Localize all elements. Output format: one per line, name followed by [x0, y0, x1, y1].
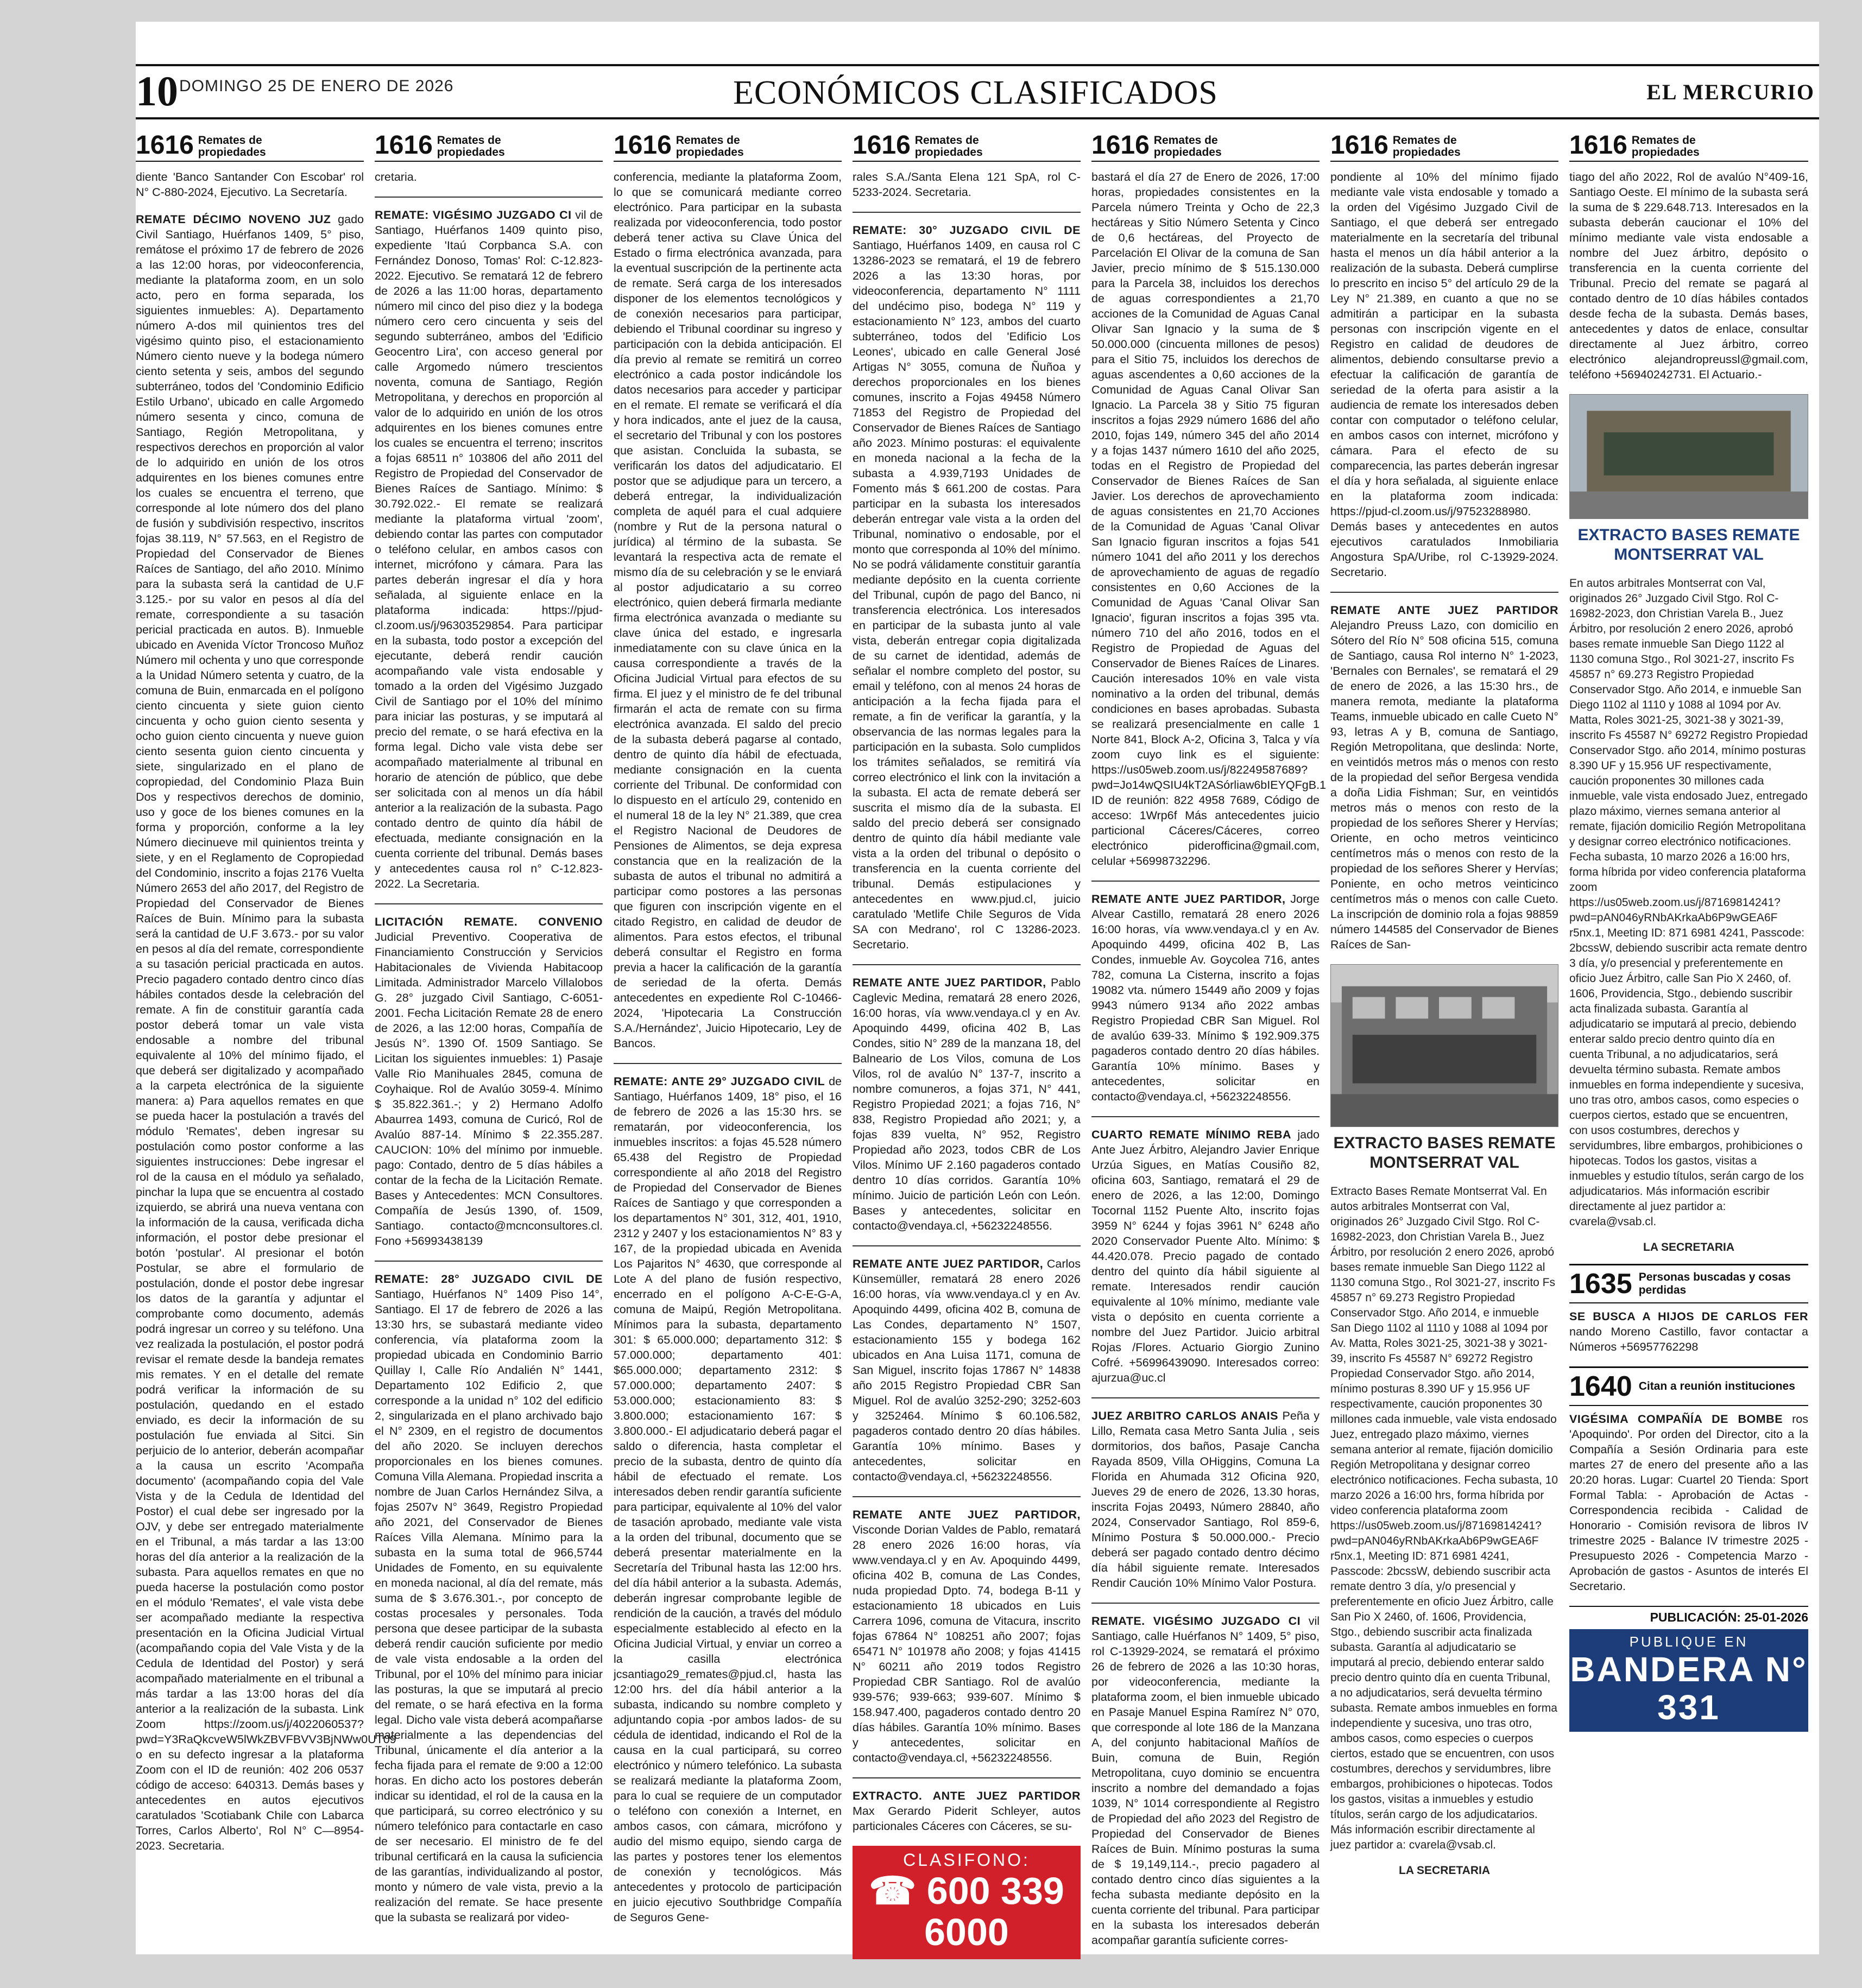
listing-heading: REMATE: 28° JUZGADO CIVIL DE: [375, 1272, 603, 1286]
page-number: 10: [136, 67, 178, 115]
listing-separator: [853, 964, 1081, 965]
listing: [375, 207, 603, 891]
category-1635-header: [1569, 1264, 1808, 1303]
listing: [1091, 1613, 1320, 1948]
listing-heading: REMATE ANTE JUEZ PARTIDOR,: [853, 976, 1046, 989]
building-photo: [1330, 964, 1558, 1127]
category-code: 1616: [853, 131, 911, 160]
listing-separator: [375, 197, 603, 198]
category-header: [375, 129, 603, 162]
listing-body: nando Moreno Castillo, favor contactar a Números +56957762298: [1569, 1325, 1808, 1353]
listing-body: Peña y Lillo, Remata casa Metro Santa Julia , seis dormitorios, dos baños, Pasaje Cancha Rayada 8509, Villa OHiggins, Comuna La Florida en Ahumada 312 Oficina 920, Jueves 29 de enero de 2026, 13.30 horas, inscrita Fojas 20493, Número 28840, año 2024, Conservador Santiago, Rol 859-6, Mínimo Postura $ 50.000.000.- Precio deberá ser pagado contado dentro décimo día hábil siguiente remate. Interesados Rendir Caución 10% Mínimo Valor Postura.: [1091, 1409, 1320, 1590]
listing: [375, 914, 603, 1249]
column-3: [614, 129, 842, 1942]
category-code: 1616: [1569, 131, 1627, 160]
listing-heading: JUEZ ARBITRO CARLOS ANAIS: [1091, 1409, 1279, 1422]
listing: [375, 1271, 603, 1925]
building-photo-image: [1331, 965, 1558, 1126]
category-code: 1640: [1569, 1371, 1632, 1402]
listing: [853, 1507, 1081, 1765]
category-label: Remates de propiedades: [1153, 134, 1222, 159]
category-header: [614, 129, 842, 162]
extract-box-text: Extracto Bases Remate Montserrat Val. En autos arbitrales Montserrat con Val, originados 26° Juzgado Civil Stgo. Rol C-16982-2023, don Christian Varela B., Juez Árbitro, por resolución 2 enero 2026, aprobó bases remate inmueble San Diego 1122 al 1130 comuna Stgo., Rol 3021-27, inscrito Fs 45857 n° 69.273 Registro Propiedad Conservador Stgo. Año 2014, e inmueble San Diego 1102 al 1110 y 1088 al 1094 por Av. Matta, Roles 3021-25, 3021-38 y 3021-39, inscrito Fs 45587 N° 69272 Registro Propiedad Conservador Stgo. año 2014, mínimo posturas 8.390 UF y 15.956 UF respectivamente, caución proponentes 30 millones cada inmueble, vale vista endosado Juez, entregado plazo máximo, viernes semana anterior al remate, fijación domicilio Región Metropolitana y designar correo electrónico notificaciones. Fecha subasta, 10 marzo 2026 a 16:00 hrs, forma híbrida por video conferencia plataforma zoom https://us05web.zoom.us/j/87169814241?pwd=pAN046yRNbAKrkaAb6P9wGEA6F r5nx.1, Meeting ID: 871 6981 4241, Passcode: 2bcssW, debiendo suscribir acta remate dentro 3 día, y/o presencial y preferentemente en oficio Juez Árbitro, calle San Pio X 2460, of. 1606, Providencia, Stgo., debiendo suscribir acta finalizada subasta. Garantía al adjudicatario se imputará al precio, debiendo enterar saldo precio dentro quinto día en cuenta Tribunal, a no adjudicatarios, será devuelta término subasta. Remate ambos inmuebles en forma independiente y sucesiva, uno tras otro, ambos casos, como especies o cuerpos ciertos, estado que se encuentren, con usos costumbres, derechos y servidumbres, libre embargos, prohibiciones o hipotecas. Todos los gastos, visitas a inmuebles y estudio títulos, serán cargo de los adjudicatarios. Más información escribir directamente al juez partidor a: cvarela@vsab.cl.: [1330, 1185, 1558, 1851]
category-label: Remates de propiedades: [198, 134, 266, 159]
listing-text: pondiente al 10% del mínimo fijado mediante vale vista endosable y tomado a la orden del Vigésimo Juzgado Civil de Santiago, el que deberá ser entregado materialmente en la secretaría del tribunal hasta el menos un día hábil anterior a la realización de la subasta. Deberá cumplirse lo prescrito en inciso 5° del artículo 29 de la Ley N° 21.389, en cuanto a que no se admitirán a participar en la subasta personas con inscripción vigente en el Registro en calidad de deudores de alimentos, debiendo consultarse previo a efectuar la calificación de garantía de seriedad de la oferta para asistir a la audiencia de remate los interesados deben contar con computador o teléfono celular, en ambos casos con internet, micrófono y cámara. Para el efecto de su comparecencia, las partes deberán ingresar el día y hora señalada, al siguiente enlace en la plataforma zoom indicada: https://pjud-cl.zoom.us/j/97523288980. Demás bases y antecedentes en autos ejecutivos caratulados Inmobiliaria Angostura SpA/Uribe, rol C-13929-2024. Secretario.: [1330, 170, 1558, 579]
category-code: 1616: [1330, 131, 1388, 160]
listing-separator: [1330, 592, 1558, 593]
listing-heading: REMATE ANTE JUEZ PARTIDOR,: [853, 1508, 1081, 1521]
listing: [853, 223, 1081, 952]
category-label: Remates de propiedades: [676, 134, 744, 159]
category-1640-header: [1569, 1366, 1808, 1406]
category-header: [853, 129, 1081, 162]
category-code: 1616: [614, 131, 672, 160]
column-5: [1091, 129, 1326, 1947]
listing: [614, 1074, 842, 1925]
category-header: [1091, 129, 1320, 162]
listing-separator: [853, 1496, 1081, 1497]
newspaper-brand: EL MERCURIO: [1646, 80, 1815, 104]
listing-body: gado Civil Santiago, Huérfanos 1409, 5° piso, remátose el próximo 17 de febrero de 2026 a las 12:00 horas, por videoconferencia, mediante la plataforma zoom, en un solo acto, pero en forma separada, los siguientes inmuebles: A). Departamento número A-dos mil quinientos tres del vigésimo quinto piso, el estacionamiento Número ciento nueve y la bodega número ciento setenta y seis, ambos del segundo subterráneo, todos del 'Condominio Edificio Estilo Urbano', ubicado en calle Argomedo número sesenta y cinco, comuna de Santiago, Región Metropolitana, y respectivos derechos en proporción al valor de lo adquirido en unión de los otros adquirentes en los bienes comunes entre los cuales se encuentra el terreno, que corresponde al lote número dos del plano de fusión y subdivisión respectivo, inscritos fojas 38.119, N° 57.563, en el Registro de Propiedad del Conservador de Bienes Raíces de Santiago, del año 2010. Mínimo para la subasta será la cantidad de U.F 3.125.- por su valor en pesos al día del remate, correspondiente a su tasación pericial practicada en autos. B). Inmueble ubicado en Avenida Víctor Troncoso Muñoz Número mil ochenta y uno que corresponde a la Unidad Número setenta y cuatro, de la comuna de Buin, enmarcada en el polígono ciento cincuenta y siete guion ciento cincuenta y ocho guion ciento sesenta y ocho guion ciento cincuenta y nueve guion ciento sesenta guion ciento cincuenta y siete, singularizado en el plano de copropiedad, del Condominio Plaza Buin Dos y respectivos derechos de dominio, uso y goce de los bienes comunes en la forma y proporción, conforme a la ley Número diecinueve mil quinientos treinta y siete, y en el Reglamento de Copropiedad del Condominio, inscrito a fojas 2176 Vuelta Número 2653 del año 2017, del Registro de Propiedad del Conservador de Bienes Raíces de Buin. Mínimo para la subasta será la cantidad de U.F 3.673.- por su valor en pesos al día del remate, correspondiente a su tasación pericial practicada en autos. Precio pagadero contado dentro cinco días hábiles contados desde la celebración del remate. A fin de constituir garantía cada postor deberá tomar un vale vista endosable a nombre del tribunal equivalente al 10% del mínimo fijado, el que deberá ser digitalizado y acompañado a la carpeta electrónica de la siguiente manera: a) Para aquellos remates en que se pueda hacer la postulación a través del módulo 'Remates', deben ingresar su postulación como postor conforme a las siguientes instrucciones: Debe ingresar el rol de la causa en el módulo ya señalado, pinchar la lupa que se encuentra al costado izquierdo, se abrirá una nueva ventana con la información de la causa, verificada dicha información, el postor debe presionar el botón 'postular'. Al presionar el botón Postular, se abre el formulario de postulación, donde el postor debe ingresar los datos de la garantía y adjuntar el comprobante como documento, además podrá ingresar un correo y su teléfono. Una vez realizada la postulación, el postor podrá revisar el remate desde la bandeja remates mis remates. Y en el detalle del remate podrá verificar la información de su postulación, quedando en el estado enviado, es decir la información de su postulación fue enviada al Sitci. Sin perjuicio de lo anterior, deberán acompañar a la causa un escrito 'Acompaña documento' (acompañando copia del Vale Vista y de la Cedula de Identidad del Postor) el cual debe ser ingresado por la OJV, y debe ser entregado materialmente en el Tribunal, a más tardar a las 13:00 horas del día anterior a la realización de la subasta. Para aquellos remates en que no pueda hacerse la postulación como postor en el módulo 'Remates', el vale vista debe ser acompañado mediante la respectiva presentación en la Oficina Judicial Virtual (acompañando copia del Vale Vista y de la Cedula de Identidad del Postor) y será acompañado materialmente en el tribunal a más tardar a las 13:00 horas del día anterior a la realización de la subasta. Link Zoom https://zoom.us/j/4022060537?pwd=Y3RaQkcveW5lWkZBVFBVV3BjNWw0UT09 o en su defecto ingresar a la plataforma Zoom con el ID de reunión: 402 206 0537 código de acceso: 640313. Demás bases y antecedentes en autos ejecutivos caratulados 'Scotiabank Chile con Labarca Torres, Carlos Alberto', Rol N° C—8954-2023. Secretaria.: [136, 213, 396, 1852]
listing-body: de Santiago, Huérfanos 1409, 18° piso, el 16 de febrero de 2026 a las 15:30 hrs. se rematarán, por videoconferencia, los inmuebles inscritos: a fojas 45.528 número 65.438 del Registro de Propiedad correspondiente al año 2018 del Registro de Propiedad del Conservador de Bienes Raíces de Santiago y que corresponden a los departamentos N° 301, 312, 401, 1910, 2312 y 2407 y los estacionamientos N° 83 y 167, de la propiedad ubicada en Avenida Los Pajaritos N° 4630, que corresponde al Lote A del plano de fusión respectivo, encerrado en el polígono A-C-E-G-A, comuna de Maipú, Región Metropolitana. Mínimos para la subasta, departamento 301: $ 65.000.000; departamento 312: $ 57.000.000; departamento 401: $65.000.000; departamento 2312: $ 57.000.000; departamento 2407: $ 53.000.000; estacionamiento 83: $ 3.800.000; estacionamiento 167: $ 3.800.000.- El adjudicatario deberá pagar el saldo o diferencia, hasta completar el precio de la subasta, dentro de quinto día hábil de efectuado el remate. Los interesados deben rendir garantía suficiente para participar, equivalente al 10% del valor de tasación aprobado, mediante vale vista a la orden del tribunal, documento que se deberá presentar materialmente en la Secretaría del Tribunal hasta las 12:00 hrs. del día hábil anterior a la subasta. Además, deberán ingresar comprobante legible de rendición de la caución, a través del módulo especialmente establecido al efecto en la Oficina Judicial Virtual, y enviar un correo a la casilla electrónica jcsantiago29_remates@pjud.cl, hasta las 12:00 hrs. del día hábil anterior a la subasta, indicando su nombre completo y adjuntando copia -por ambos lados- de su cédula de identidad, indicando el Rol de la causa en la cual participará, su correo electrónico y número telefónico. La subasta se realizará mediante la plataforma Zoom, para lo cual se requiere de un computador o teléfono con conexión a Internet, en ambos casos, con cámara, micrófono y audio del mismo equipo, siendo carga de las partes y postores tener los elementos de conexión y tecnológicos. Más antecedentes y protocolo de participación en juicio ejecutivo Southbridge Compañía de Seguros Gene-: [614, 1075, 842, 1924]
category-label: Citan a reunión instituciones: [1638, 1380, 1795, 1392]
category-header: [136, 129, 364, 162]
listing-text: tiago del año 2022, Rol de avalúo N°409-16, Santiago Oeste. El mínimo de la subasta será la suma de $ 229.648.713. Interesados en la subasta deberán caucionar el 10% del mínimo mediante vale vista endosable a nombre del Juez árbitro, depósito o transferencia en la cuenta corriente del Tribunal. Precio del remate se pagará al contado dentro de 10 días hábiles contados desde fecha de la subasta. Demás bases, antecedentes y datos de enlace, consultar directamente al Juez árbitro, correo electrónico alejandropreussl@gmail.com, teléfono +56940242731. El Actuario.-: [1569, 170, 1808, 381]
classified-columns: [136, 129, 1819, 1953]
listing-text: diente 'Banco Santander Con Escobar' rol N° C-880-2024, Ejecutivo. La Secretaría.: [136, 170, 364, 199]
listing: [853, 975, 1081, 1233]
column-6: [1330, 129, 1558, 1942]
listing-body: Pablo Caglevic Medina, rematará 28 enero 2026, 16:00 horas, vía www.vendaya.cl y en Av. Apoquindo 4499, oficina 402 B, Las Condes, sitio N° 289 de la manzana 18, del Balneario de Los Vilos, comuna de Los Vilos, rol de avalúo N° 137-7, inscrito a nombre comuneros, a fojas 371, N° 441, Registro Propiedad 2021; a fojas 716, N° 838, Registro Propiedad año 2021; y, a fojas 839 vuelta, N° 952, Registro Propiedad año 2023, todos CBR de Los Vilos. Mínimo UF 2.160 pagaderos contado dentro 10 días corridos. Garantía 10% mínimo. Juicio de partición León con León. Bases y antecedentes, solicitar en contacto@vendaya.cl, +56232248556.: [853, 976, 1081, 1232]
clasifono-ad: [853, 1846, 1081, 1959]
listing-heading: LICITACIÓN REMATE. CONVENIO: [375, 915, 603, 928]
listing-body: Judicial Preventivo. Cooperativa de Financiamiento Construcción y Servicios Habitacionales de Vivienda Habitacoop Limitada. Administrador Marcelo Villalobos G. 28° juzgado Civil Santiago, C-6051-2001. Fecha Licitación Remate 28 de enero de 2026, a las 12:00 horas, Compañía de Jesús N°. 1390 Of. 1509 Santiago. Se Licitan los siguientes inmuebles: 1) Pasaje Valle Rio Manihuales 2845, comuna de Coyhaique. Rol de Avalúo 3059-4. Mínimo $ 35.822.361.-; y 2) Hermano Adolfo Abaurrea 1493, comuna de Curicó, Rol de Avalúo 887-14. Mínimo $ 22.355.287. CAUCION: 10% del mínimo por inmueble. pago: Contado, dentro de 5 días hábiles a contar de la fecha de la Licitación Remate. Bases y Antecedentes: MCN Consultores. Compañía de Jesús 1390, of. 1509, Santiago. contacto@mcnconsultores.cl. Fono +56993438139: [375, 930, 603, 1248]
listing-text: bastará el día 27 de Enero de 2026, 17:00 horas, propiedades consistentes en la Parcela número Treinta y Ocho de 22,3 hectáreas y Sitio Número Setenta y Cinco de 0,6 hectáreas, del Proyecto de Parcelación El Olivar de la comuna de San Javier, precio mínimo de $ 515.130.000 para la Parcela 38, incluidos los derechos de aguas correspondientes a 21,70 acciones de la Comunidad de Aguas Canal Olivar San Ignacio y la suma de $ 50.000.000 (cincuenta millones de pesos) para el Sitio 75, incluidos los derechos de aguas ascendentes a 0,60 acciones de la Comunidad de Aguas Canal Olivar San Ignacio. La Parcela 38 y Sitio 75 figuran inscritos a fojas 2929 número 1686 del año 2010, fojas 149, número 345 del año 2014 y a fojas 1437 número 1610 del año 2025, todas en el Registro de Propiedad del Conservador de Bienes Raíces de San Javier. Los derechos de aprovechamiento de aguas consistentes en 21,70 Acciones de la Comunidad de Aguas 'Canal Olivar San Ignacio figuran inscritos a fojas 541 número 1041 del año 2011 y los derechos de aprovechamiento de aguas de regadío consistentes en 0,60 Acciones de la Comunidad de Aguas 'Canal Olivar San Ignacio', figuran inscritos a fojas 395 vta. número 710 del año 2016, todos en el Registro de Propiedad de Aguas del Conservador de Bienes Raíces de Linares. Caución interesados 10% en vale vista nominativo a la orden del tribunal, demás condiciones en bases aprobadas. Subasta se realizará presencialmente en calle 1 Norte 841, Block A-2, Oficina 3, Talca y vía zoom cuyo link es el siguiente: https://us05web.zoom.us/j/82249587689?pwd=Jo14wQSIU4kT2ASórliaw6bIEYQFgB.1 ID de reunión: 822 4958 7689, Código de acceso: 1Wrp6f Más antecedentes juicio particional Cáceres/Cáceres, correo electrónico piderofficina@gmail.com, celular +56998732296.: [1091, 170, 1326, 868]
listing: [136, 212, 396, 1853]
listing: [1091, 1408, 1320, 1591]
category-code: 1616: [375, 131, 433, 160]
listing-heading: REMATE ANTE JUEZ PARTIDOR,: [853, 1257, 1044, 1270]
listing-body: Carlos Künsemüller, rematará 28 enero 2026 16:00 horas, vía www.vendaya.cl y en Av. Apoquindo 4499, oficina 402 B, comuna de Las Condes, departamento N° 1507, estacionamiento 155 y bodega 162 ubicados en Ana Luisa 1171, comuna de San Miguel, inscrito fojas 17867 N° 14838 año 2015 Registro Propiedad CBR San Miguel. Rol de avalúo 3252-290; 3252-603 y 3252464. Mínimo $ 60.106.582, pagaderos contado dentro 20 días hábiles. Garantía 10% mínimo. Bases y antecedentes, solicitar en contacto@vendaya.cl, +56232248556.: [853, 1257, 1081, 1483]
listing-heading: VIGÉSIMA COMPAÑÍA DE BOMBE: [1569, 1413, 1783, 1426]
listing-separator: [853, 212, 1081, 213]
listing-body: Santiago, Huérfanos N° 1409 Piso 14°, Santiago. El 17 de febrero de 2026 a las 13:30 hrs, se subastará mediante video conferencia, vía plataforma zoom la propiedad ubicada en Condominio Barrio Quillay I, Calle Río Andalién N° 1441, Departamento 102 Edificio 2, que corresponde a la unidad n° 102 del edificio 2, singularizada en el plano archivado bajo el N° 2309, en el registro de documentos del año 2020. Se incluyen derechos proporcionales en los bienes comunes. Comuna Villa Alemana. Propiedad inscrita a nombre de Juan Carlos Hernández Silva, a fojas 2507v N° 3649, Registro Propiedad año 2021, del Conservador de Bienes Raíces Villa Alemana. Mínimo para la subasta en la suma total de 966,5744 Unidades de Fomento, en su equivalente en moneda nacional, al día del remate, más suma de $ 3.676.301.-, por concepto de costas procesales y personales. Toda persona que desee participar de la subasta deberá rendir caución suficiente por medio de vale vista endosable a la orden del Tribunal, por el 10% del mínimo para iniciar las posturas, la que se imputará al precio del remate, o se hará efectiva en la forma legal. Dicho vale vista deberá acompañarse materialmente a las dependencias del Tribunal, únicamente el día anterior a la fecha fijada para el remate de 9:00 a 12:00 horas. En dicho acto los postores deberán indicar su identidad, el rol de la causa en la que participará, su correo electrónico y su número telefónico para contactarle en caso de ser necesario. El ministro de fe del tribunal certificará en la causa la suficiencia de las garantías, individualizando al postor, monto y número de vale vista, previo a la realización del remate. Se hace presente que la subasta se realizará por video-: [375, 1288, 603, 1924]
listing-separator: [1091, 881, 1320, 882]
listing-text: rales S.A./Santa Elena 121 SpA, rol C-5233-2024. Secretaria.: [853, 170, 1081, 199]
listing-separator: [853, 1245, 1081, 1246]
category-code: 1635: [1569, 1268, 1632, 1300]
listing-body: Santiago, Huérfanos 1409, en causa rol C 13286-2023 se rematará, el 19 de febrero 2026 a las 13:30 horas, por videoconferencia, departamento N° 1111 del undécimo piso, bodega N° 119 y estacionamiento N° 123, ambos del cuarto subterráneo, todos del 'Edificio Los Leones', ubicado en calle General José Artigas N° 3055, comuna de Ñuñoa y derechos proporcionales en los bienes comunes, inscrito a Fojas 49458 Número 71853 del Registro de Propiedad del Conservador de Bienes Raíces de Santiago año 2023. Mínimo posturas: el equivalente en moneda nacional a la fecha de la subasta a 4.939,7193 Unidades de Fomento más $ 661.200 de costas. Para participar en la subasta los interesados deberán entregar vale vista a la orden del Tribunal, nominativo o endosable, por el monto que corresponda al 10% del mínimo. No se podrá válidamente constituir garantía mediante depósito en la cuenta corriente del Tribunal, cupón de pago del Banco, ni transferencia electrónica. Los interesados en participar de la subasta junto al vale vista, deberán entregar copia digitalizada de su carnet de identidad, además de señalar el nombre completo del postor, su email y teléfono, con al menos 24 horas de anticipación a la fecha fijada para el remate, a fin de verificar la garantía, y la observancia de las normas legales para la participación en la subasta. Solo cumplidos los trámites señalados, se remitirá vía correo electrónico el link con la invitación a la subasta. El acta de remate deberá ser suscrita el mismo día de la subasta. El saldo del precio deberá ser consignado dentro de quinto día hábil mediante vale vista a la orden del tribunal o depósito o transferencia en la cuenta corriente del tribunal. Demás estipulaciones y antecedentes en www.pjud.cl, juicio caratulado 'Metlife Chile Seguros de Vida SA con Medrano', rol C 13286-2023. Secretario.: [853, 239, 1081, 951]
listing: [1569, 1309, 1808, 1354]
publication-date: PUBLICACIÓN: 25-01-2026: [1569, 1606, 1808, 1625]
extract-box-title: EXTRACTO BASES REMATE MONTSERRAT VAL: [1577, 526, 1800, 564]
listing-body: Jorge Alvear Castillo, rematará 28 enero 2026 16:00 horas, vía www.vendaya.cl y en Av. Apoquindo 4499, oficina 402 B, Las Condes, inmueble Av. Goycolea 716, antes 782, comuna La Cisterna, inscrito a fojas 19082 vta. número 15449 año 2009 y fojas 9943 número 9134 año 2022 ambas Registro Propiedad CBR San Miguel. Rol de avalúo 639-33. Mínimo $ 192.909.375 pagaderos contado dentro 20 días hábiles. Garantía 10% mínimo. Bases y antecedentes, solicitar en contacto@vendaya.cl, +56232248556.: [1091, 892, 1320, 1103]
listing: [853, 1788, 1081, 1834]
listing-separator: [853, 1777, 1081, 1778]
listing-body: ros 'Apoquindo'. Por orden del Director, cito a la Compañía a Sesión Ordinaria para este martes 27 de enero del presente año a las 20:20 horas. Lugar: Cuartel 20 Tienda: Sport Formal Tabla: - Aprobación de Actas - Correspondencia recibida - Calidad de Honorario - Comisión revisora de libros IV trimestre 2025 - Balance IV trimestre 2025 - Presupuesto 2026 - Competencia Marzo - Aprobación de gastos - Asuntos de interés El Secretario.: [1569, 1413, 1808, 1593]
listing-body: Alejandro Preuss Lazo, con domicilio en Sótero del Río N° 508 oficina 515, comuna de Santiago, causa Rol interno N° 1-2023, 'Bernales con Bernales', se rematará el 29 de enero de 2026, a las 15:30 hrs., de manera remota, mediante la plataforma Teams, inmueble ubicado en calle Cueto N° 93, letras A y B, comuna de Santiago, Región Metropolitana, que deslinda: Norte, en veintidós metros más o menos con resto de la propiedad del señor Bergesa vendida a doña Lidia Fishman; Sur, en veintidós metros más o menos con resto de la propiedad de los señores Sherer y Hervías; Oriente, en ocho metros veinticinco centímetros más o menos con resto de la propiedad de los señores Sherer y Hervías; Poniente, en ocho metros veinticinco centímetros más o menos con calle Cueto. La inscripción de dominio rola a fojas 98859 número 144585 del Conservador de Bienes Raíces de San-: [1330, 619, 1558, 951]
listing: [1569, 1411, 1808, 1594]
bandera-address: BANDERA N° 331: [1570, 1650, 1808, 1727]
category-header: [1330, 129, 1558, 162]
listing: [853, 1256, 1081, 1484]
category-code: 1616: [136, 131, 194, 160]
listing: [1330, 603, 1558, 952]
listing-heading: EXTRACTO. ANTE JUEZ PARTIDOR: [853, 1789, 1081, 1802]
listing-heading: REMATE ANTE JUEZ PARTIDOR,: [1091, 892, 1286, 906]
listing-separator: [614, 1063, 842, 1064]
listing-separator: [375, 903, 603, 904]
phone-icon: ☎: [869, 1870, 917, 1912]
listing-body: Visconde Dorian Valdes de Pablo, rematará 28 enero 2026 16:00 horas, vía www.vendaya.cl y en Av. Apoquindo 4499, oficina 402 B, comuna de Las Condes, nuda propiedad Dpto. 74, bodega B-11 y estacionamiento 18 ubicados en Luis Carrera 1096, comuna de Vitacura, inscrito fojas 67864 N° 108251 año 2007; fojas 65471 N° 101978 año 2008; y fojas 41415 N° 60211 año 2019 todos Registro Propiedad CBR Santiago. Rol de avalúo 939-576; 939-663; 939-607. Mínimo $ 158.947.400, pagaderos contado dentro 20 días hábiles. Garantía 10% mínimo. Bases y antecedentes, solicitar en contacto@vendaya.cl, +56232248556.: [853, 1523, 1081, 1764]
bandera-ad: [1569, 1629, 1808, 1732]
listing-heading: REMATE DÉCIMO NOVENO JUZ: [136, 213, 331, 226]
listing-separator: [1091, 1397, 1320, 1398]
issue-date: DOMINGO 25 DE ENERO DE 2026: [179, 77, 454, 95]
category-header: [1569, 129, 1808, 162]
listing-text: cretaria.: [375, 170, 417, 183]
signature: LA SECRETARIA: [1399, 1864, 1490, 1877]
listing-heading: REMATE: VIGÉSIMO JUZGADO CI: [375, 208, 572, 221]
listing-body: vil Santiago, calle Huérfanos N° 1409, 5° piso, rol C-13929-2024, se rematará el próximo 26 de febrero de 2026 a las 10:30 horas, por videoconferencia, mediante la plataforma zoom, el bien inmueble ubicado en Pasaje Manuel Espina Ramírez N° 070, que corresponde al lote 186 de la Manzana A, del conjunto habitacional Mañíos de Buin, comuna de Buin, Región Metropolitana, cuyo dominio se encuentra inscrito a nombre del demandado a fojas 1039, N° 1014 correspondiente al Registro de Propiedad del año 2023 del Registro de Propiedad del Conservador de Bienes Raíces de Buin. Mínimo posturas la suma de $ 19,149,114.-, precio pagadero al contado dentro cinco días siguientes a la fecha subasta mediante depósito en la cuenta corriente del tribunal. Para participar en la subasta los interesados deberán acompañar garantía suficiente corres-: [1091, 1615, 1320, 1947]
listing-heading: REMATE ANTE JUEZ PARTIDOR: [1330, 604, 1558, 617]
listing-separator: [375, 1261, 603, 1262]
listing-body: jado Ante Juez Árbitro, Alejandro Javier Enrique Urzúa Sigues, en Matías Cousiño 82, oficina 603, Santiago, rematará el 29 de enero de 2026, a las 12:00, Domingo Tocornal 1152 Puente Alto, inscrito fojas 3959 N° 6244 y fojas 3961 N° 6248 año 2020 Conservador Puente Alto. Mínimo: $ 44.420.078. Precio pagado de contado dentro del quinto día hábil siguiente al remate. Interesados rendir caución equivalente al 10% mínimo, mediante vale vista o depósito en cuenta corriente a nombre del Juez Partidor. Juicio arbitral Rojas /Flores. Actuario Giorgio Zunino Cofré. +56996439090. Interesados correo: ajurzua@uc.cl: [1091, 1128, 1320, 1384]
page-header: [136, 22, 1819, 119]
listing-separator: [1091, 1603, 1320, 1604]
category-label: Remates de propiedades: [437, 134, 505, 159]
bandera-label: PUBLIQUE EN: [1629, 1634, 1749, 1650]
clasifono-label: CLASIFONO:: [903, 1850, 1030, 1870]
category-code: 1616: [1091, 131, 1150, 160]
street-photo: [1569, 394, 1808, 519]
category-label: Remates de propiedades: [1631, 134, 1700, 159]
street-photo-image: [1570, 395, 1808, 518]
listing: [1091, 891, 1320, 1104]
signature: LA SECRETARIA: [1643, 1241, 1734, 1253]
extract-box-text: En autos arbitrales Montserrat con Val, originados 26° Juzgado Civil Stgo. Rol C-16982-2023, don Christian Varela B., Juez Árbitro, por resolución 2 enero 2026, aprobó bases remate inmueble San Diego 1122 al 1130 comuna Stgo., Rol 3021-27, inscrito Fs 45857 n° 69.273 Registro Propiedad Conservador Stgo. Año 2014, e inmueble San Diego 1102 al 1110 y 1088 al 1094 por Av. Matta, Roles 3021-25, 3021-38 y 3021-39, inscrito Fs 45587 N° 69272 Registro Propiedad Conservador Stgo. año 2014, mínimo posturas 8.390 UF y 15.956 UF respectivamente, caución proponentes 30 millones cada inmueble, vale vista endosado Juez, entregado plazo máximo, viernes semana anterior al remate, fijación domicilio Región Metropolitana y designar correo electrónico notificaciones. Fecha subasta, 10 marzo 2026 a 16:00 hrs, forma híbrida por video conferencia plataforma zoom https://us05web.zoom.us/j/87169814241?pwd=pAN046yRNbAKrkaAb6P9wGEA6F r5nx.1, Meeting ID: 871 6981 4241, Passcode: 2bcssW, debiendo suscribir acta remate dentro 3 día, y/o presencial y preferentemente en oficio Juez Árbitro, calle San Pio X 2460, of. 1606, Providencia, Stgo., debiendo suscribir acta finalizada subasta. Garantía al adjudicatario se imputará al precio, debiendo enterar saldo precio dentro quinto día en cuenta Tribunal, a no adjudicatarios, será devuelta término subasta. Remate ambos inmuebles en forma independiente y sucesiva, uno tras otro, ambos casos, como especies o cuerpos ciertos, estado que se encuentren, con usos costumbres, derechos y servidumbres, libre embargos, prohibiciones o hipotecas. Todos los gastos, visitas a inmuebles y estudio títulos, serán cargo de los adjudicatarios. Más información escribir directamente al juez partidor a: cvarela@vsab.cl.: [1569, 577, 1808, 1228]
column-7: [1569, 129, 1808, 1942]
listing-heading: REMATE: ANTE 29° JUZGADO CIVIL: [614, 1075, 825, 1088]
listing-heading: CUARTO REMATE MÍNIMO REBA: [1091, 1128, 1292, 1141]
listing-heading: REMATE. VIGÉSIMO JUZGADO CI: [1091, 1615, 1301, 1628]
listing-body: Max Gerardo Piderit Schleyer, autos particionales Cáceres con Cáceres, se su-: [853, 1805, 1081, 1833]
category-label: Remates de propiedades: [1392, 134, 1461, 159]
header-bottom-rule: [136, 117, 1819, 119]
clasifono-number: ☎ 600 339 6000: [869, 1870, 1064, 1953]
category-label: Remates de propiedades: [914, 134, 983, 159]
extract-box-title: EXTRACTO BASES REMATE MONTSERRAT VAL: [1333, 1134, 1556, 1172]
category-label: Personas buscadas y cosas perdidas: [1638, 1271, 1791, 1296]
listing-body: vil de Santiago, Huérfanos 1409 quinto piso, expediente 'Itaú Corpbanca S.A. con Fernández Donoso, Tomas' Rol: C-12.823-2022. Ejecutivo. Se rematará 12 de febrero de 2026 a las 11:00 horas, departamento número mil cinco del piso diez y la bodega número cero cero cincuenta y seis del segundo subterráneo, ambos del 'Edificio Geocentro Lira', con acceso general por calle Argomedo número trescientos noventa, comuna de Santiago, Región Metropolitana, y derechos en proporción al valor de lo adquirido en unión de los otros adquirentes en los bienes comunes entre los cuales se encuentra el terreno; inscritos a fojas 68511 n° 103806 del año 2011 del Registro de Propiedad del Conservador de Bienes Raíces de Santiago. Mínimo: $ 30.792.022.- El remate se realizará mediante la plataforma virtual 'zoom', debiendo contar las partes con computador o teléfono celular, en ambos casos con internet, micrófono y cámara. Para las partes deberán ingresar el día y hora señalada, al siguiente enlace en la plataforma indicada: https://pjud-cl.zoom.us/j/96303529854. Para participar en la subasta, todo postor a excepción del ejecutante, deberá rendir caución acompañando vale vista endosable y tomado a la orden del Vigésimo Juzgado Civil de Santiago por el 10% del mínimo para iniciar las posturas, y se imputará al precio del remate, o se hará efectiva en la forma legal. Dicho vale vista debe ser acompañado materialmente al tribunal en horario de atención de público, que debe ser solicitada con al menos un día hábil anterior a la realización de la subasta. Pago contado dentro de quinto día hábil de efectuada, mediante consignación en la cuenta corriente del tribunal. Demás bases y antecedentes causa rol n° C-12.823-2022. La Secretaria.: [375, 208, 603, 890]
listing: [1091, 1127, 1320, 1385]
listing-heading: REMATE: 30° JUZGADO CIVIL DE: [853, 224, 1081, 237]
listing-heading: SE BUSCA A HIJOS DE CARLOS FER: [1569, 1310, 1808, 1323]
header-top-rule: [136, 64, 1819, 66]
listing-text: conferencia, mediante la plataforma Zoom, lo que se comunicará mediante correo electrónico. Para participar en la subasta realizada por videoconferencia, todo postor deberá tener activa su Clave Única del Estado o firma electrónica avanzada, para la eventual suscripción de la pertinente acta de remate. Será carga de los interesados disponer de los elementos tecnológicos y de conexión necesarios para participar, debiendo el Tribunal coordinar su ingreso y participación con la debida anticipación. El día previo al remate se remitirá un correo electrónico a cada postor indicándole los datos necesarios para acceder y participar en el remate. El remate se verificará el día y hora indicados, ante el juez de la causa, el secretario del Tribunal y con los postores que asistan. Concluida la subasta, se verificarán los datos del adjudicatario. El postor que se adjudique para un tercero, a deberá entregar, la individualización completa de aquél para el cual adquiere (nombre y Rut de la persona natural o jurídica) al término de la subasta. Se levantará la respectiva acta de remate el mismo día de su celebración y se le enviará al postor adjudicatario a su correo electrónico, quien deberá firmarla mediante firma electrónica avanzada o mediante su clave única del estado, e ingresarla inmediatamente con su clave única en la causa correspondiente a través de la Oficina Judicial Virtual para efectos de su firma. El juez y el ministro de fe del tribunal firmarán el acta de remate con su firma electrónica avanzada. El saldo del precio de la subasta deberá pagarse al contado, dentro de quinto día hábil de efectuada, mediante consignación en la cuenta corriente del Tribunal. De conformidad con lo dispuesto en el artículo 29, contenido en el numeral 18 de la ley N° 21.389, que crea el Registro Nacional de Deudores de Pensiones de Alimentos, se deja expresa constancia que en la realización de la subasta de autos el tribunal no admitirá a participar como postores a las personas que figuren con inscripción vigente en el citado Registro, en calidad de deudor de alimentos. Para estos efectos, el tribunal deberá consultar el Registro en forma previa a hacer la calificación de la garantía de seriedad de la oferta. Demás antecedentes en expediente Rol C-10466-2024, 'Hipotecaria La Construcción S.A./Hernández', Juicio Hipotecario, Ley de Bancos.: [614, 170, 842, 1050]
column-4: [853, 129, 1081, 1953]
column-2: [375, 129, 603, 1942]
column-1: [136, 129, 396, 1942]
listing-separator: [1091, 1116, 1320, 1117]
newspaper-page: [136, 22, 1819, 1954]
section-title: ECONÓMICOS CLASIFICADOS: [733, 74, 1218, 111]
